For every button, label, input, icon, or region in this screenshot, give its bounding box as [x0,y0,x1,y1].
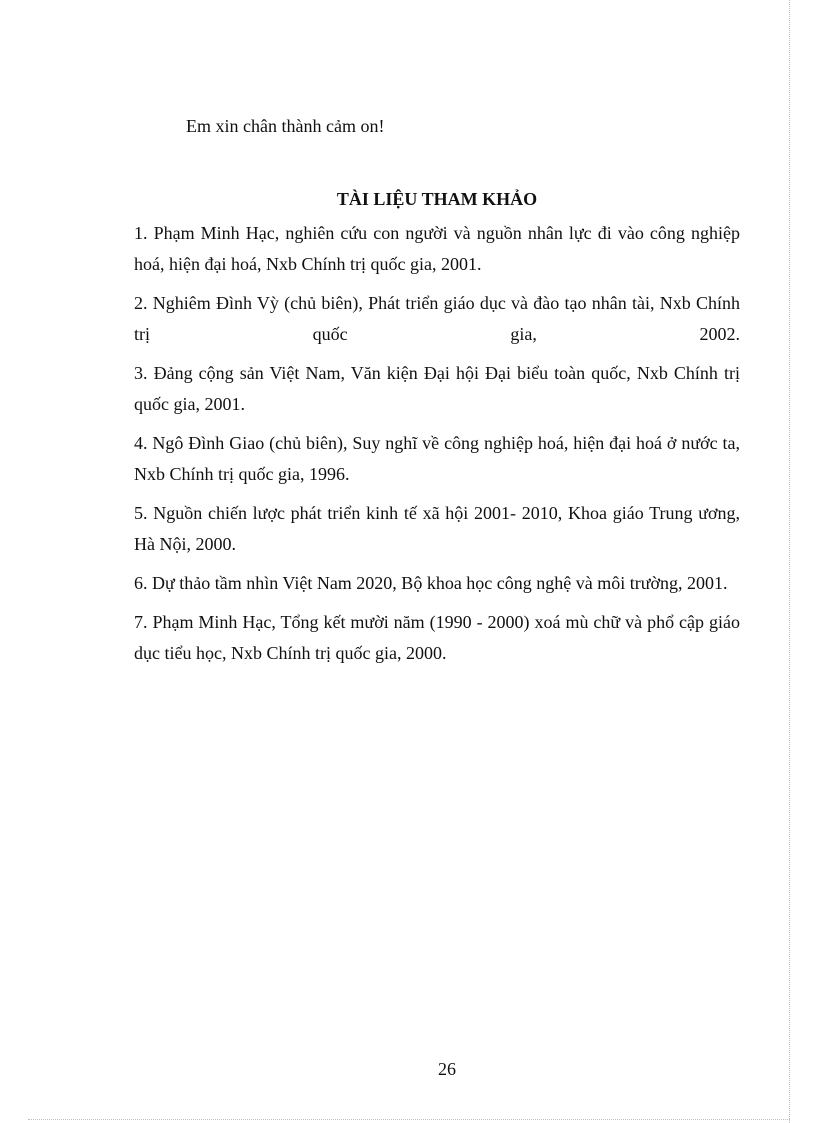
page-border-bottom [28,1119,790,1120]
page-border-right [789,0,790,1123]
reference-item-7: 7. Phạm Minh Hạc, Tổng kết mười năm (1990 - 2000) xoá mù chữ và phổ cập giáo dục tiểu học, Nxb Chính trị quốc gia, 2000. [134,612,740,663]
reference-item-4: 4. Ngô Đình Giao (chủ biên), Suy nghĩ về công nghiệp hoá, hiện đại hoá ở nước ta, Nxb Chính trị quốc gia, 1996. [134,433,740,484]
reference-item-2: 2. Nghiêm Đình Vỳ (chủ biên), Phát triển giáo dục và đào tạo nhân tài, Nxb Chính trị quốc gia, 2002. [134,293,740,344]
references-heading: TÀI LIỆU THAM KHẢO [336,188,538,209]
reference-item-6: 6. Dự thảo tầm nhìn Việt Nam 2020, Bộ khoa học công nghệ và môi trường, 2001. [134,573,728,593]
reference-item-1: 1. Phạm Minh Hạc, nghiên cứu con người và nguồn nhân lực đi vào công nghiệp hoá, hiện đại hoá, Nxb Chính trị quốc gia, 2001. [134,223,740,274]
page-number: 26 [438,1059,456,1079]
references-list [134,218,740,677]
reference-item-3: 3. Đảng cộng sản Việt Nam, Văn kiện Đại hội Đại biểu toàn quốc, Nxb Chính trị quốc gia, 2001. [134,363,740,414]
reference-item-5: 5. Nguồn chiến lược phát triển kinh tế xã hội 2001- 2010, Khoa giáo Trung ương, Hà Nội, 2000. [134,503,740,554]
closing-thanks: Em xin chân thành cảm on! [186,116,385,136]
